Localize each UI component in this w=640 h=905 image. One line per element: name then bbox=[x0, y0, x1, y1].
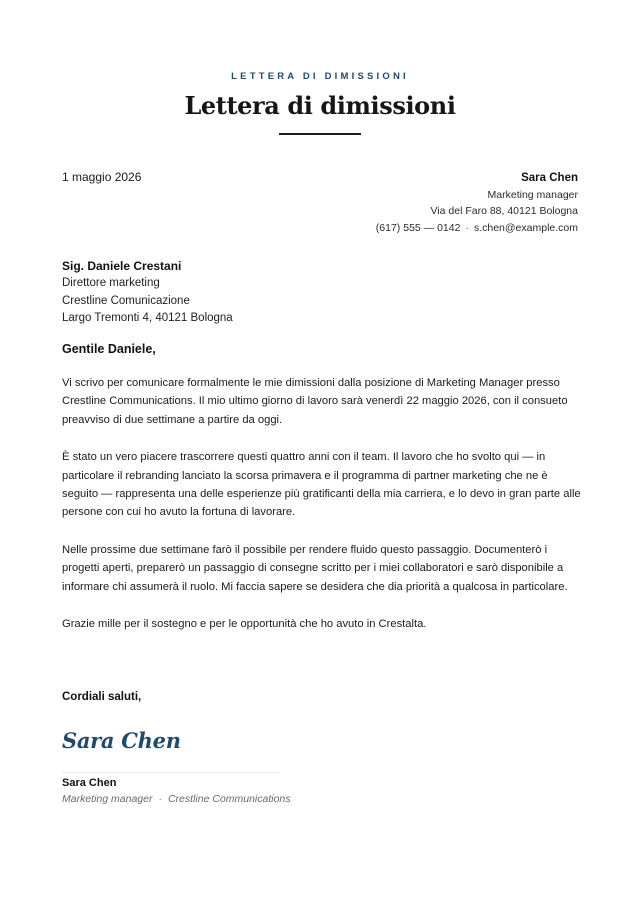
letter-body bbox=[62, 374, 582, 652]
salutation: Gentile Daniele, bbox=[62, 342, 156, 356]
sender-email: s.chen@example.com bbox=[473, 221, 578, 234]
sender-address: Via del Faro 88, 40121 Bologna bbox=[430, 205, 578, 218]
body-paragraph: Vi scrivo per comunicare formalmente le mie dimissioni dalla posizione di Marketing Manager presso Crestline Communications. Il mio ultimo giorno di lavoro sarà venerdì 22 maggio 2026, con il consueto preavviso di due settimane a partire da oggi. bbox=[62, 377, 568, 426]
signature-role: Marketing manager bbox=[62, 793, 153, 805]
signature-separator: · bbox=[158, 793, 162, 805]
signature-line bbox=[62, 772, 279, 773]
sender-block bbox=[376, 170, 578, 236]
recipient-role: Direttore marketing bbox=[62, 277, 160, 290]
sender-name: Sara Chen bbox=[521, 172, 578, 184]
body-paragraph: Nelle prossime due settimane farò il possibile per rendere fluido questo passaggio. Documenterò i progetti aperti, preparerò un passaggio di consegne scritto per i miei collaboratori e sarò disponibile a informare chi assumerà il ruolo. Mi faccia sapere se desidera che dia priorità a qualcosa in particolare. bbox=[62, 543, 568, 593]
contact-separator: · bbox=[465, 221, 469, 234]
letter-date: 1 maggio 2026 bbox=[62, 170, 142, 184]
recipient-block bbox=[62, 258, 233, 328]
title-divider bbox=[279, 133, 361, 135]
handwritten-signature: Sara Chen bbox=[62, 728, 181, 753]
sender-contact bbox=[376, 220, 578, 237]
closing: Cordiali saluti, bbox=[62, 691, 142, 703]
sender-phone: (617) 555 — 0142 bbox=[375, 221, 461, 234]
sender-role: Marketing manager bbox=[487, 188, 578, 201]
page-title: Lettera di dimissioni bbox=[184, 91, 456, 120]
signature-name: Sara Chen bbox=[62, 777, 117, 789]
body-paragraph: È stato un vero piacere trascorrere questi quattro anni con il team. Il lavoro che ho svolto qui — in particolare il rebranding lanciato la scorsa primavera e il programma di partner marketing che ne è seguito — rappresenta una delle esperienze più gratificanti della mia carriera, e lo devo in gran parte alle persone con cui ho avuto la fortuna di lavorare. bbox=[62, 451, 581, 519]
recipient-company: Crestline Comunicazione bbox=[62, 294, 190, 307]
signature-title bbox=[62, 793, 291, 805]
signature-company: Crestline Communications bbox=[167, 793, 291, 805]
body-paragraph: Grazie mille per il sostegno e per le opportunità che ho avuto in Crestalta. bbox=[62, 618, 427, 631]
letter-kicker: LETTERA DI DIMISSIONI bbox=[231, 71, 409, 82]
recipient-name: Sig. Daniele Crestani bbox=[62, 259, 182, 273]
recipient-address: Largo Tremonti 4, 40121 Bologna bbox=[62, 312, 233, 325]
